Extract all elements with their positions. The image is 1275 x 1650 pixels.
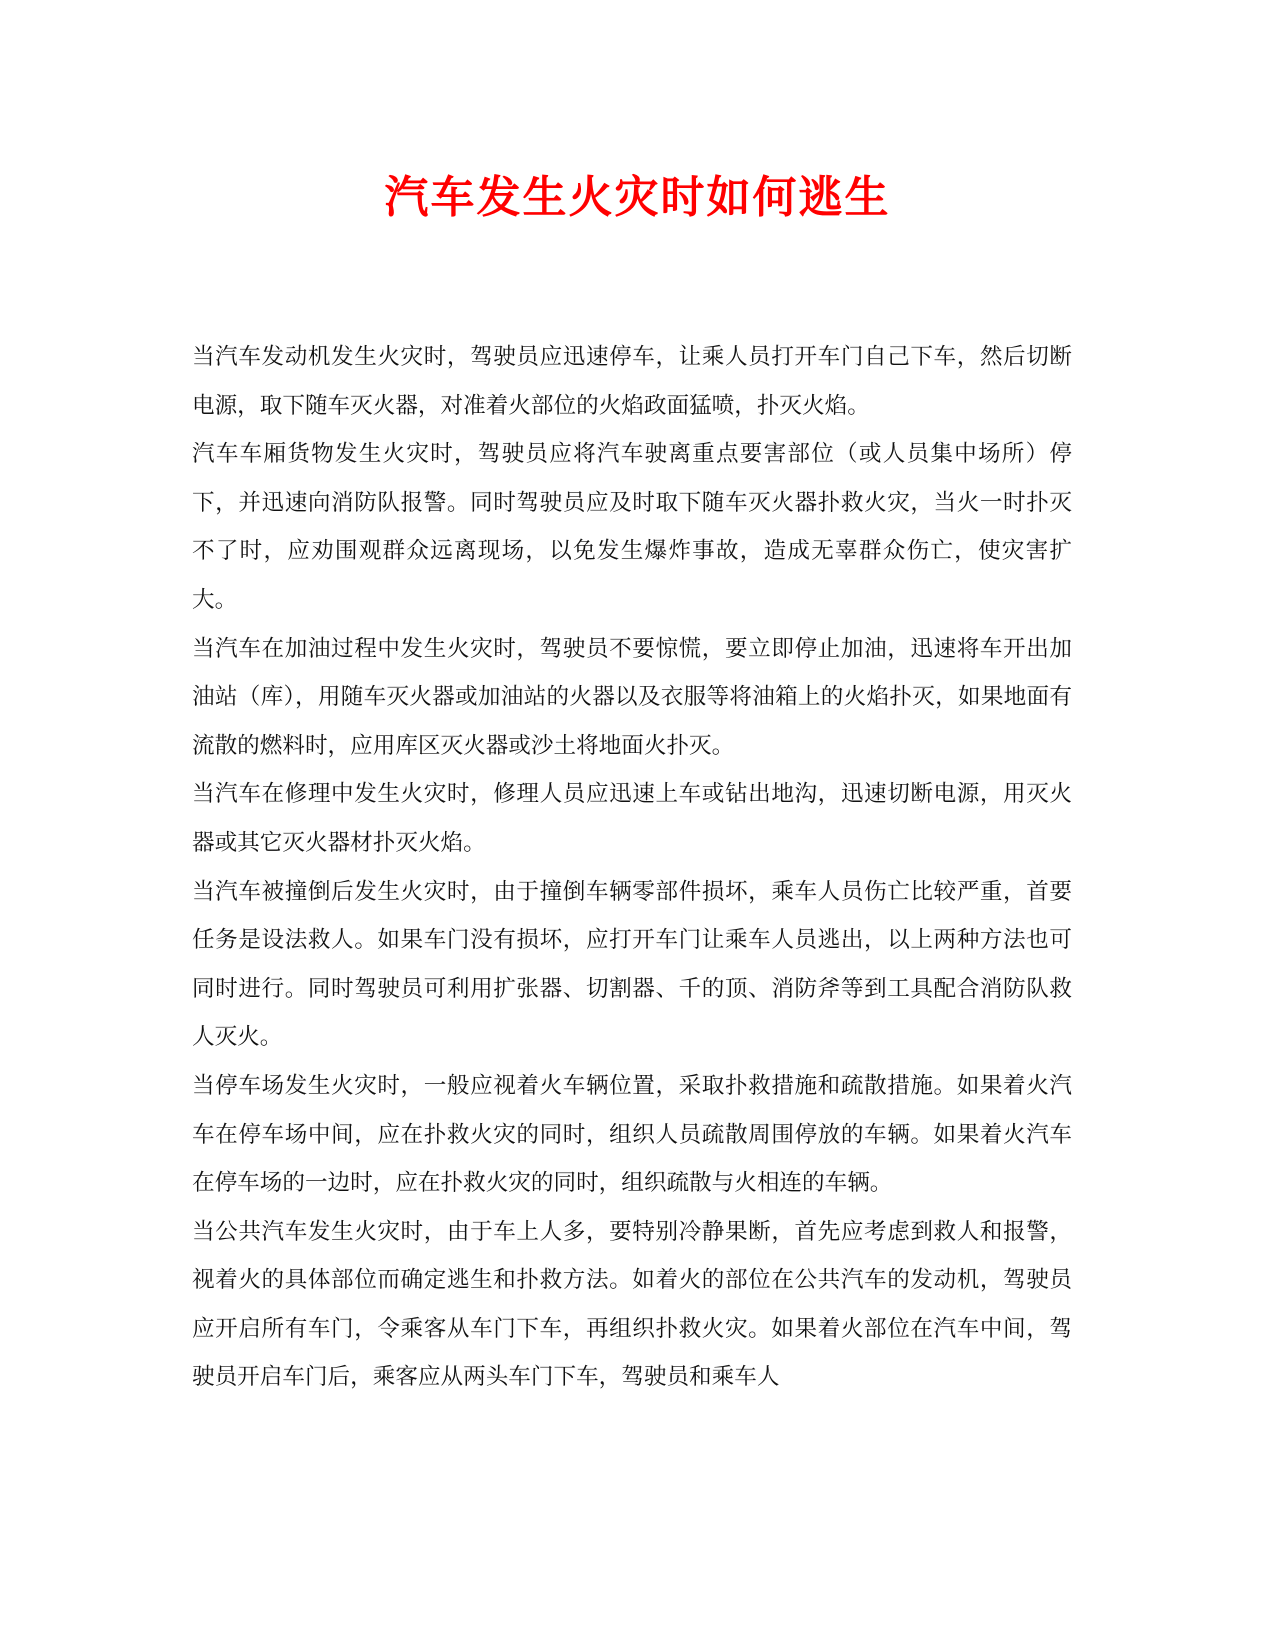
document-body xyxy=(192,333,1072,1402)
paragraph-cargo-fire: 汽车车厢货物发生火灾时，驾驶员应将汽车驶离重点要害部位（或人员集中场所）停下，并迅速向消防队报警。同时驾驶员应及时取下随车灭火器扑救火灾，当火一时扑灭不了时，应劝围观群众远离现场，以免发生爆炸事故，造成无辜群众伤亡，使灾害扩大。 xyxy=(192,441,1072,613)
paragraph-parking-lot-fire: 当停车场发生火灾时，一般应视着火车辆位置，采取扑救措施和疏散措施。如果着火汽车在停车场中间，应在扑救火灾的同时，组织人员疏散周围停放的车辆。如果着火汽车在停车场的一边时，应在扑救火灾的同时，组织疏散与火相连的车辆。 xyxy=(192,1072,1072,1197)
document-title: 汽车发生火灾时如何逃生 xyxy=(384,172,891,223)
paragraph-collision-fire: 当汽车被撞倒后发生火灾时，由于撞倒车辆零部件损坏，乘车人员伤亡比较严重，首要任务是设法救人。如果车门没有损坏，应打开车门让乘车人员逃出，以上两种方法也可同时进行。同时驾驶员可利用扩张器、切割器、千的顶、消防斧等到工具配合消防队救人灭火。 xyxy=(192,878,1072,1051)
paragraph-bus-fire: 当公共汽车发生火灾时，由于车上人多，要特别冷静果断，首先应考虑到救人和报警，视着火的具体部位而确定逃生和扑救方法。如着火的部位在公共汽车的发动机，驾驶员应开启所有车门，令乘客从车门下车，再组织扑救火灾。如果着火部位在汽车中间，驾驶员开启车门后，乘客应从两头车门下车，驾驶员和乘车人 xyxy=(192,1218,1072,1391)
paragraph-refueling-fire: 当汽车在加油过程中发生火灾时，驾驶员不要惊慌，要立即停止加油，迅速将车开出加油站（库），用随车灭火器或加油站的火器以及衣服等将油箱上的火焰扑灭，如果地面有流散的燃料时，应用库区灭火器或沙土将地面火扑灭。 xyxy=(192,635,1072,759)
paragraph-repair-fire: 当汽车在修理中发生火灾时，修理人员应迅速上车或钻出地沟，迅速切断电源，用灭火器或其它灭火器材扑灭火焰。 xyxy=(192,781,1072,856)
paragraph-engine-fire: 当汽车发动机发生火灾时，驾驶员应迅速停车，让乘人员打开车门自己下车，然后切断电源，取下随车灭火器，对准着火部位的火焰政面猛喷，扑灭火焰。 xyxy=(192,344,1072,419)
